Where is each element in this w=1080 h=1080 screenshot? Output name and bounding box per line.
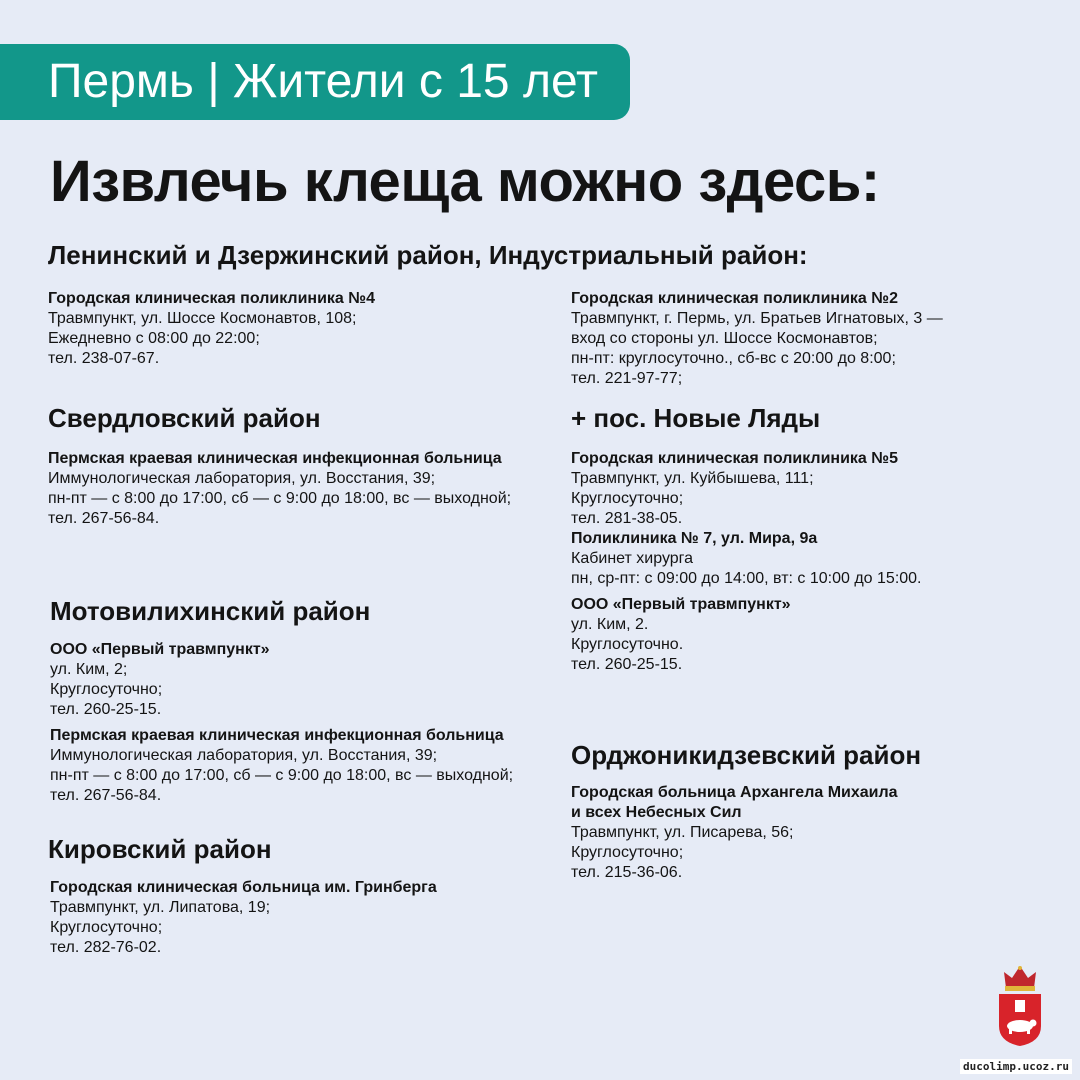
phone-line: тел. 238-07-67. xyxy=(48,350,160,367)
heading-kirovsky: Кировский район xyxy=(48,834,272,864)
phone-line: тел. 215-36-06. xyxy=(571,864,683,881)
clinic-name: ООО «Первый травмпункт» xyxy=(571,596,791,613)
archangel-hospital-block xyxy=(571,783,898,883)
clinic-4-block xyxy=(48,289,375,369)
hours-line: пн-пт — с 8:00 до 17:00, сб — с 9:00 до 18:00, вс — выходной; xyxy=(48,490,512,507)
clinic-name: Городская больница Архангела Михаила xyxy=(571,784,898,801)
heading-sverdlovsky: Свердловский район xyxy=(48,403,321,433)
clinic-name: Городская клиническая поликлиника №4 xyxy=(48,290,376,307)
hours-line: Круглосуточно; xyxy=(50,919,163,936)
clinic-name: Городская клиническая поликлиника №5 xyxy=(571,450,899,467)
hours-line: пн-пт: круглосуточно., сб-вс с 20:00 до 8:00; xyxy=(571,350,896,367)
phone-line: тел. 221-97-77; xyxy=(571,370,683,387)
header-banner: Пермь | Жители с 15 лет xyxy=(0,44,630,120)
clinic-name: Пермская краевая клиническая инфекционная больница xyxy=(50,727,504,744)
clinic-2-block xyxy=(571,289,943,389)
page-title: Извлечь клеща можно здесь: xyxy=(50,149,880,214)
phone-line: тел. 281-38-05. xyxy=(571,510,683,527)
phone-line: тел. 260-25-15. xyxy=(50,701,162,718)
heading-novye-lyady: + пос. Новые Ляды xyxy=(571,403,821,433)
clinic-name: ООО «Первый травмпункт» xyxy=(50,641,270,658)
hours-line: Круглосуточно; xyxy=(50,681,163,698)
phone-line: тел. 267-56-84. xyxy=(48,510,160,527)
infection-hospital-block xyxy=(48,449,511,529)
address-line: Травмпункт, ул. Шоссе Космонавтов, 108; xyxy=(48,310,357,327)
address-line: ул. Ким, 2. xyxy=(571,616,649,633)
watermark: ducolimp.ucoz.ru xyxy=(960,1059,1072,1074)
grinberg-hospital-block xyxy=(50,878,437,958)
hours-line: пн-пт — с 8:00 до 17:00, сб — с 9:00 до 18:00, вс — выходной; xyxy=(50,767,514,784)
first-trauma-block xyxy=(50,640,513,806)
clinic-name: Пермская краевая клиническая инфекционная больница xyxy=(48,450,502,467)
heading-motovilikhinsky: Мотовилихинский район xyxy=(50,596,371,626)
address-line: Травмпункт, ул. Липатова, 19; xyxy=(50,899,271,916)
hours-line: Ежедневно с 08:00 до 22:00; xyxy=(48,330,260,347)
address-line: Травмпункт, г. Пермь, ул. Братьев Игнатовых, 3 — xyxy=(571,310,943,327)
phone-line: тел. 267-56-84. xyxy=(50,787,162,804)
clinic-5-block xyxy=(571,449,922,675)
heading-ordzhonikidzevsky: Орджоникидзевский район xyxy=(571,740,922,770)
hours-line: Круглосуточно; xyxy=(571,490,684,507)
clinic-name: Городская клиническая поликлиника №2 xyxy=(571,290,899,307)
address-line: Иммунологическая лаборатория, ул. Восстания, 39; xyxy=(50,747,438,764)
clinic-name-cont: и всех Небесных Сил xyxy=(571,804,742,821)
room-line: Кабинет хирурга xyxy=(571,550,694,567)
address-line: Травмпункт, ул. Куйбышева, 111; xyxy=(571,470,814,487)
hours-line: Круглосуточно. xyxy=(571,636,684,653)
address-line: Иммунологическая лаборатория, ул. Восстания, 39; xyxy=(48,470,436,487)
clinic-name: Поликлиника № 7, ул. Мира, 9а xyxy=(571,530,818,547)
address-line: Травмпункт, ул. Писарева, 56; xyxy=(571,824,794,841)
hours-line: Круглосуточно; xyxy=(571,844,684,861)
clinic-name: Городская клиническая больница им. Гринберга xyxy=(50,879,437,896)
phone-line: тел. 260-25-15. xyxy=(571,656,683,673)
phone-line: тел. 282-76-02. xyxy=(50,939,162,956)
address-line: ул. Ким, 2; xyxy=(50,661,128,678)
address-line: вход со стороны ул. Шоссе Космонавтов; xyxy=(571,330,878,347)
perm-krai-coat-of-arms-icon xyxy=(996,964,1044,1048)
hours-line: пн, ср-пт: с 09:00 до 14:00, вт: с 10:00 до 15:00. xyxy=(571,570,922,587)
heading-leninsky: Ленинский и Дзержинский район, Индустриальный район: xyxy=(48,240,808,270)
